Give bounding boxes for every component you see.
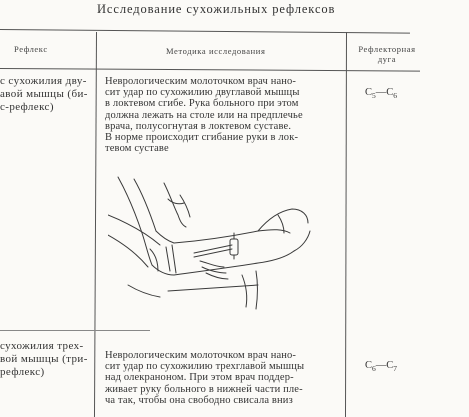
reflex-arc-biceps: $C_5—C_6$ bbox=[365, 87, 398, 101]
column-divider-1 bbox=[94, 32, 97, 417]
method-text-biceps: Неврологическим молоточком врач нано- сит удар по сухожилию двуглавой мышцы в локтевом сгибе. Рука больного при этом должна лежать на столе или на предплечье врача, полусогнутая в локтевом суставе. В норме происходит сгибание руки в лок- тевом суставе bbox=[105, 76, 303, 155]
header-bottom-rule bbox=[0, 68, 420, 72]
header-method: Методика исследования bbox=[166, 46, 266, 56]
reflex-name-biceps: с сухожилия дву- авой мышцы (би- с-рефлекс) bbox=[0, 75, 88, 113]
page-title: Исследование сухожильных рефлексов bbox=[97, 2, 336, 16]
table-top-rule bbox=[0, 29, 410, 34]
header-reflex: Рефлекс bbox=[14, 44, 48, 54]
header-arc-line2: дуга bbox=[377, 54, 397, 64]
reflex-arc-triceps: $C_6—C_7$ bbox=[365, 360, 398, 374]
column-divider-2 bbox=[345, 32, 347, 417]
row-divider bbox=[0, 330, 150, 331]
reflex-name-triceps: сухожилия трех- вой мышцы (три- рефлекс) bbox=[0, 340, 88, 378]
method-text-triceps: Неврологическим молоточком врач нано- сит удар по сухожилию трехглавой мышцы над олекраноном. При этом врач поддер- живает руку больного в нижней части пле- ча так, чтобы она свободно свисала вниз bbox=[105, 350, 305, 406]
header-arc-line1: Рефлекторная bbox=[358, 44, 416, 54]
reflex-hammer-illustration bbox=[108, 175, 320, 310]
header-arc bbox=[352, 44, 422, 64]
